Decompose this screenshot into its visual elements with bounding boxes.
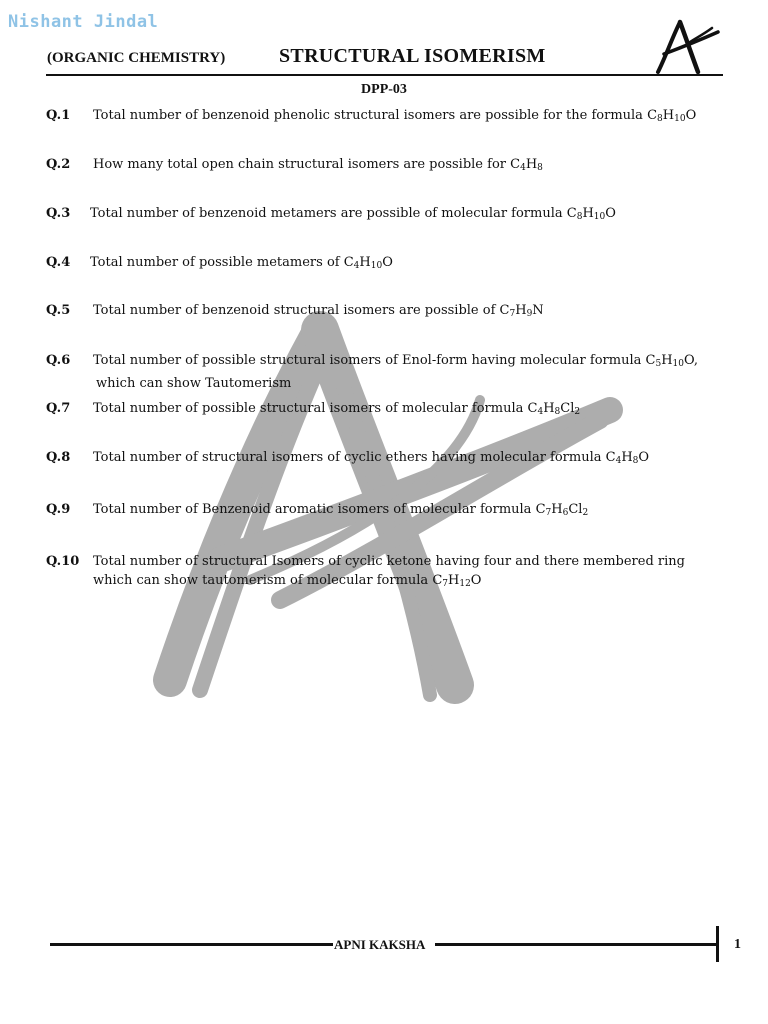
formula-subscript: 4 (520, 163, 526, 173)
formula-symbol: H (448, 573, 460, 588)
question-text: Total number of possible metamers of $C_4H_{10}O$ (90, 255, 393, 271)
formula-symbol: O (382, 255, 393, 270)
formula-symbol: H (661, 353, 673, 368)
formula-symbol: O (605, 206, 616, 221)
formula-subscript: 7 (442, 579, 448, 589)
formula-symbol: O, (683, 353, 699, 368)
question-text: Total number of possible structural isomers of molecular formula $C_4H_8Cl_2$ (93, 401, 581, 417)
formula-symbol: C (645, 353, 656, 368)
formula-symbol: H (515, 303, 527, 318)
formula-symbol: C (566, 206, 577, 221)
formula-symbol: C (499, 303, 510, 318)
formula-subscript: 8 (554, 407, 561, 417)
formula-symbol: H (543, 401, 555, 416)
formula-symbol: Cl (568, 502, 583, 517)
question-number: Q.7 (46, 401, 71, 416)
question-text: Total number of benzenoid phenolic structural isomers are possible for the formula $C_8H_{10}O$ (93, 108, 697, 124)
question-number: Q.8 (46, 450, 71, 465)
dpp-label: DPP-03 (361, 82, 407, 97)
formula-symbol: Cl (560, 401, 575, 416)
formula-subscript: 5 (655, 359, 662, 369)
question-continuation: which can show Tautomerism (96, 376, 292, 391)
formula-symbol: H (359, 255, 371, 270)
formula-subscript: 7 (545, 508, 552, 518)
formula-symbol: H (662, 108, 675, 123)
question-number: Q.1 (46, 108, 71, 123)
subject-label: (ORGANIC CHEMISTRY) (47, 50, 226, 66)
formula-symbol: H (621, 450, 633, 465)
formula-subscript: 4 (537, 407, 544, 417)
header-divider (46, 74, 723, 76)
question-text: Total number of benzenoid metamers are possible of molecular formula $C_8H_{10}O$ (90, 206, 616, 222)
formula-subscript: 10 (370, 261, 383, 271)
footer-line-left (50, 943, 333, 946)
formula-symbol: C (605, 450, 616, 465)
formula-subscript: 8 (576, 212, 583, 222)
page-number: 1 (734, 937, 741, 952)
formula-symbol: C (527, 401, 538, 416)
question-number: Q.6 (46, 353, 71, 368)
formula-subscript: 2 (574, 407, 581, 417)
formula-subscript: 12 (459, 579, 471, 589)
formula-symbol: H (551, 502, 563, 517)
question-text: Total number of benzenoid structural isomers are possible of $C_7H_9N$ (93, 303, 544, 319)
author-name: Nishant Jindal (8, 12, 159, 32)
formula-subscript: 4 (353, 261, 360, 271)
formula-symbol: N (532, 303, 544, 318)
question-text: How many total open chain structural isomers are possible for $C_4H_8$ (93, 157, 543, 173)
formula-subscript: 10 (672, 359, 684, 369)
formula-symbol: C (343, 255, 354, 270)
question-number: Q.4 (46, 255, 71, 270)
footer-line-right (435, 943, 718, 946)
formula-subscript: 10 (674, 114, 686, 124)
formula-symbol: O (638, 450, 650, 465)
footer-label: APNI KAKSHA (334, 937, 426, 952)
formula-subscript: 8 (632, 456, 639, 466)
question-number: Q.10 (46, 554, 80, 569)
page-title: STRUCTURAL ISOMERISM (279, 45, 546, 67)
question-text: Total number of possible structural isomers of Enol-form having molecular formula $C_5H_{10}O$, (93, 353, 699, 369)
formula-subscript: 8 (537, 163, 543, 173)
formula-subscript: 10 (593, 212, 606, 222)
question-continuation: which can show tautomerism of molecular formula $C_7H_{12}O$ (93, 573, 482, 589)
question-number: Q.5 (46, 303, 71, 318)
formula-subscript: 6 (562, 508, 569, 518)
a-plus-logo-icon (650, 18, 722, 76)
question-number: Q.3 (46, 206, 71, 221)
formula-subscript: 2 (582, 508, 589, 518)
formula-symbol: C (432, 573, 443, 588)
footer-tick (716, 926, 719, 962)
question-text: Total number of structural Isomers of cyclic ketone having four and there membered ring (93, 554, 685, 569)
formula-symbol: H (525, 157, 538, 172)
question-text: Total number of Benzenoid aromatic isomers of molecular formula $C_7H_6Cl_2$ (93, 502, 589, 518)
formula-subscript: 4 (615, 456, 622, 466)
formula-subscript: 7 (509, 309, 516, 319)
formula-symbol: O (685, 108, 697, 123)
formula-subscript: 8 (657, 114, 663, 124)
formula-symbol: C (510, 157, 521, 172)
formula-subscript: 9 (526, 309, 533, 319)
formula-symbol: C (535, 502, 546, 517)
formula-symbol: H (582, 206, 594, 221)
question-number: Q.9 (46, 502, 71, 517)
question-number: Q.2 (46, 157, 71, 172)
formula-symbol: O (470, 573, 482, 588)
question-text: Total number of structural isomers of cyclic ethers having molecular formula $C_4H_8O$ (93, 450, 650, 466)
formula-symbol: C (647, 108, 658, 123)
